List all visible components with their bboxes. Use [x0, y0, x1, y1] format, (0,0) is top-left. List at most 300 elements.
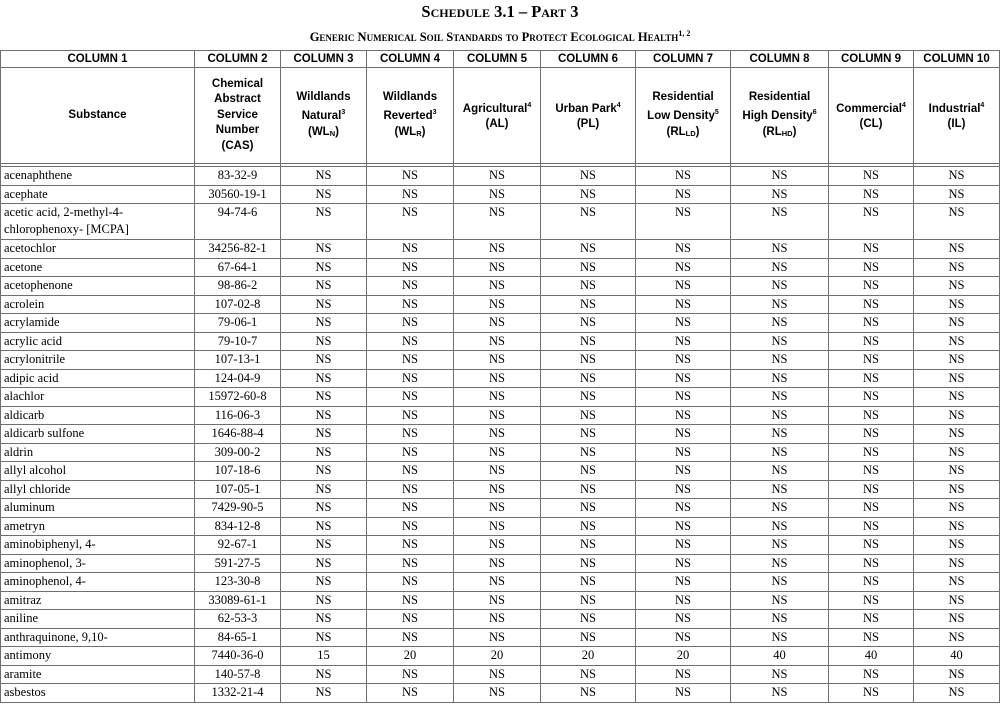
- cas-cell: 30560-19-1: [195, 185, 281, 204]
- standard-value-cell: NS: [281, 314, 367, 333]
- standard-value-cell: NS: [731, 591, 829, 610]
- cas-cell: 107-13-1: [195, 351, 281, 370]
- cas-cell: 124-04-9: [195, 369, 281, 388]
- standard-value-cell: NS: [454, 554, 541, 573]
- standard-value-cell: NS: [829, 314, 914, 333]
- cas-cell: 107-02-8: [195, 295, 281, 314]
- abbr-text: (IL): [947, 118, 966, 131]
- standard-value-cell: NS: [636, 443, 731, 462]
- standard-value-cell: NS: [367, 462, 454, 481]
- standard-value-cell: NS: [829, 499, 914, 518]
- standard-value-cell: NS: [914, 240, 1000, 259]
- abbr-close: ): [421, 125, 426, 138]
- substance-cell: acetophenone: [1, 277, 195, 296]
- standard-value-cell: NS: [541, 406, 636, 425]
- standard-value-cell: NS: [829, 610, 914, 629]
- substance-cell: aminophenol, 3-: [1, 554, 195, 573]
- cas-cell: 79-06-1: [195, 314, 281, 333]
- column-header-2: [195, 68, 281, 164]
- standard-value-cell: NS: [541, 628, 636, 647]
- cas-cell: 15972-60-8: [195, 388, 281, 407]
- standard-value-cell: NS: [829, 388, 914, 407]
- standard-value-cell: NS: [731, 425, 829, 444]
- abbr-text: (WL: [394, 125, 417, 138]
- standard-value-cell: NS: [454, 185, 541, 204]
- table-row: [1, 628, 1000, 647]
- column-number-2: COLUMN 2: [195, 51, 281, 68]
- table-row: [1, 684, 1000, 703]
- header-line: Low Density: [647, 110, 715, 123]
- cas-cell: 309-00-2: [195, 443, 281, 462]
- standard-value-cell: NS: [281, 591, 367, 610]
- standard-value-cell: NS: [636, 351, 731, 370]
- standard-value-cell: 40: [829, 647, 914, 666]
- standard-value-cell: NS: [914, 591, 1000, 610]
- standard-value-cell: NS: [281, 443, 367, 462]
- subtitle-footnote: 1, 2: [678, 29, 691, 38]
- standard-value-cell: NS: [914, 277, 1000, 296]
- header-abbreviation: [395, 126, 426, 138]
- standard-value-cell: NS: [367, 628, 454, 647]
- header-abbreviation: [486, 118, 509, 130]
- header-footnote: 3: [341, 109, 346, 117]
- cas-cell: 92-67-1: [195, 536, 281, 555]
- standard-value-cell: NS: [914, 480, 1000, 499]
- standard-value-cell: NS: [367, 295, 454, 314]
- standard-value-cell: NS: [914, 665, 1000, 684]
- column-header-5: [454, 68, 541, 164]
- standard-value-cell: NS: [829, 204, 914, 240]
- standard-value-cell: NS: [454, 536, 541, 555]
- standard-value-cell: NS: [541, 240, 636, 259]
- standard-value-cell: NS: [914, 536, 1000, 555]
- standard-value-cell: NS: [454, 295, 541, 314]
- document-title: Schedule 3.1 – Part 3: [421, 2, 579, 21]
- standard-value-cell: NS: [281, 277, 367, 296]
- standard-value-cell: NS: [731, 665, 829, 684]
- standard-value-cell: NS: [829, 684, 914, 703]
- substance-cell: allyl alcohol: [1, 462, 195, 481]
- standard-value-cell: NS: [454, 406, 541, 425]
- standard-value-cell: NS: [541, 277, 636, 296]
- standard-value-cell: NS: [367, 351, 454, 370]
- cas-cell: 123-30-8: [195, 573, 281, 592]
- standard-value-cell: NS: [829, 628, 914, 647]
- substance-cell: asbestos: [1, 684, 195, 703]
- standard-value-cell: NS: [541, 443, 636, 462]
- standard-value-cell: NS: [829, 517, 914, 536]
- standard-value-cell: NS: [541, 425, 636, 444]
- standard-value-cell: NS: [541, 610, 636, 629]
- column-header-4: [367, 68, 454, 164]
- table-row: [1, 443, 1000, 462]
- soil-standards-table: [0, 50, 1000, 703]
- standard-value-cell: NS: [636, 204, 731, 240]
- standard-value-cell: NS: [829, 332, 914, 351]
- standard-value-cell: NS: [731, 369, 829, 388]
- standard-value-cell: NS: [636, 185, 731, 204]
- standard-value-cell: NS: [454, 462, 541, 481]
- standard-value-cell: NS: [541, 204, 636, 240]
- standard-value-cell: NS: [367, 314, 454, 333]
- standard-value-cell: 20: [367, 647, 454, 666]
- header-line: Agricultural: [462, 102, 528, 115]
- standard-value-cell: NS: [829, 462, 914, 481]
- standard-value-cell: NS: [281, 536, 367, 555]
- abbr-text: (WL: [308, 125, 330, 138]
- table-row: [1, 591, 1000, 610]
- subtitle-text: Generic Numerical Soil Standards to Protect Ecological Health: [309, 30, 679, 45]
- column-header-7: [636, 68, 731, 164]
- standard-value-cell: NS: [367, 536, 454, 555]
- table-row: [1, 462, 1000, 481]
- standard-value-cell: NS: [367, 204, 454, 240]
- standard-value-cell: 20: [454, 647, 541, 666]
- column-number-6: COLUMN 6: [541, 51, 636, 68]
- standard-value-cell: NS: [636, 295, 731, 314]
- column-number-1: COLUMN 1: [1, 51, 195, 68]
- standard-value-cell: NS: [367, 240, 454, 259]
- standard-value-cell: NS: [636, 406, 731, 425]
- standard-value-cell: NS: [454, 204, 541, 240]
- standard-value-cell: NS: [281, 167, 367, 186]
- standard-value-cell: NS: [541, 167, 636, 186]
- standard-value-cell: NS: [636, 425, 731, 444]
- standard-value-cell: NS: [731, 332, 829, 351]
- substance-cell: aldrin: [1, 443, 195, 462]
- header-line: Residential: [748, 90, 811, 103]
- substance-cell: aramite: [1, 665, 195, 684]
- table-row: [1, 369, 1000, 388]
- substance-cell: aniline: [1, 610, 195, 629]
- column-header-6: [541, 68, 636, 164]
- standard-value-cell: NS: [829, 185, 914, 204]
- column-number-10: COLUMN 10: [914, 51, 1000, 68]
- substance-cell: adipic acid: [1, 369, 195, 388]
- standard-value-cell: 20: [636, 647, 731, 666]
- header-line: Reverted: [383, 110, 433, 123]
- standard-value-cell: NS: [281, 665, 367, 684]
- header-footnote: 4: [980, 102, 985, 110]
- standard-value-cell: NS: [914, 462, 1000, 481]
- table-row: [1, 332, 1000, 351]
- header-line: Abstract: [214, 93, 261, 106]
- table-row: [1, 573, 1000, 592]
- header-footnote: 4: [901, 102, 906, 110]
- standard-value-cell: NS: [541, 388, 636, 407]
- standard-value-cell: NS: [367, 665, 454, 684]
- standard-value-cell: NS: [636, 591, 731, 610]
- table-row: [1, 499, 1000, 518]
- table-body: [1, 167, 1000, 703]
- standard-value-cell: NS: [454, 240, 541, 259]
- standard-value-cell: NS: [731, 573, 829, 592]
- standard-value-cell: NS: [541, 684, 636, 703]
- standard-value-cell: NS: [367, 425, 454, 444]
- header-line: Substance: [68, 108, 127, 121]
- standard-value-cell: NS: [829, 167, 914, 186]
- standard-value-cell: NS: [914, 628, 1000, 647]
- standard-value-cell: NS: [914, 314, 1000, 333]
- standard-value-cell: NS: [829, 295, 914, 314]
- header-footnote: 4: [616, 102, 621, 110]
- table-row: [1, 536, 1000, 555]
- cas-cell: 591-27-5: [195, 554, 281, 573]
- cas-cell: 116-06-3: [195, 406, 281, 425]
- substance-cell: allyl chloride: [1, 480, 195, 499]
- table-row: [1, 610, 1000, 629]
- standard-value-cell: NS: [454, 628, 541, 647]
- cas-cell: 79-10-7: [195, 332, 281, 351]
- substance-cell: acetochlor: [1, 240, 195, 259]
- standard-value-cell: NS: [541, 462, 636, 481]
- cas-cell: 84-65-1: [195, 628, 281, 647]
- standard-value-cell: NS: [454, 167, 541, 186]
- standard-value-cell: 40: [731, 647, 829, 666]
- standard-value-cell: NS: [731, 295, 829, 314]
- standard-value-cell: NS: [541, 591, 636, 610]
- header-abbreviation: [948, 118, 966, 130]
- standard-value-cell: NS: [454, 610, 541, 629]
- standard-value-cell: NS: [731, 167, 829, 186]
- table-row: [1, 204, 1000, 240]
- substance-cell: aldicarb: [1, 406, 195, 425]
- standard-value-cell: NS: [636, 277, 731, 296]
- standard-value-cell: NS: [541, 480, 636, 499]
- standard-value-cell: NS: [367, 554, 454, 573]
- standard-value-cell: 40: [914, 647, 1000, 666]
- standard-value-cell: NS: [454, 277, 541, 296]
- standard-value-cell: NS: [281, 388, 367, 407]
- standard-value-cell: NS: [281, 628, 367, 647]
- abbr-text: (RL: [762, 125, 782, 138]
- standard-value-cell: NS: [281, 610, 367, 629]
- standard-value-cell: NS: [829, 591, 914, 610]
- standard-value-cell: NS: [281, 295, 367, 314]
- cas-cell: 1646-88-4: [195, 425, 281, 444]
- header-abbreviation: [577, 118, 599, 130]
- standard-value-cell: NS: [541, 185, 636, 204]
- table-row: [1, 314, 1000, 333]
- standard-value-cell: NS: [829, 258, 914, 277]
- substance-cell: antimony: [1, 647, 195, 666]
- standard-value-cell: 15: [281, 647, 367, 666]
- standard-value-cell: NS: [367, 167, 454, 186]
- header-line: Commercial: [836, 102, 902, 115]
- standard-value-cell: NS: [454, 332, 541, 351]
- substance-cell: amitraz: [1, 591, 195, 610]
- column-header-3: [281, 68, 367, 164]
- standard-value-cell: NS: [541, 369, 636, 388]
- standard-value-cell: NS: [367, 573, 454, 592]
- substance-cell: acenaphthene: [1, 167, 195, 186]
- substance-cell: alachlor: [1, 388, 195, 407]
- standard-value-cell: NS: [454, 665, 541, 684]
- standard-value-cell: NS: [731, 185, 829, 204]
- column-header-8: [731, 68, 829, 164]
- standard-value-cell: NS: [829, 425, 914, 444]
- standard-value-cell: NS: [281, 240, 367, 259]
- standard-value-cell: NS: [281, 499, 367, 518]
- standard-value-cell: NS: [636, 369, 731, 388]
- standard-value-cell: NS: [541, 332, 636, 351]
- standard-value-cell: NS: [914, 258, 1000, 277]
- standard-value-cell: NS: [731, 204, 829, 240]
- cas-cell: 1332-21-4: [195, 684, 281, 703]
- standard-value-cell: NS: [367, 591, 454, 610]
- column-header-1: [1, 68, 195, 164]
- standard-value-cell: NS: [829, 240, 914, 259]
- table-row: [1, 258, 1000, 277]
- header-abbreviation: [666, 126, 699, 138]
- abbr-close: ): [695, 125, 700, 138]
- cas-cell: 834-12-8: [195, 517, 281, 536]
- column-number-row: [1, 51, 1000, 68]
- standard-value-cell: NS: [454, 480, 541, 499]
- standard-value-cell: NS: [636, 499, 731, 518]
- standard-value-cell: NS: [281, 204, 367, 240]
- standard-value-cell: NS: [281, 554, 367, 573]
- table-row: [1, 167, 1000, 186]
- standard-value-cell: NS: [454, 517, 541, 536]
- standard-value-cell: NS: [731, 443, 829, 462]
- column-number-4: COLUMN 4: [367, 51, 454, 68]
- cas-cell: 140-57-8: [195, 665, 281, 684]
- standard-value-cell: NS: [636, 628, 731, 647]
- header-abbreviation: [860, 118, 883, 130]
- standard-value-cell: NS: [731, 388, 829, 407]
- abbr-text: (RL: [666, 125, 686, 138]
- standard-value-cell: NS: [367, 406, 454, 425]
- document-subtitle: [0, 23, 1000, 50]
- standard-value-cell: NS: [731, 351, 829, 370]
- substance-cell: acrolein: [1, 295, 195, 314]
- standard-value-cell: NS: [636, 388, 731, 407]
- substance-cell: aldicarb sulfone: [1, 425, 195, 444]
- standard-value-cell: NS: [731, 517, 829, 536]
- standard-value-cell: NS: [541, 351, 636, 370]
- standard-value-cell: NS: [914, 499, 1000, 518]
- header-line: Industrial: [928, 102, 981, 115]
- cas-cell: 107-05-1: [195, 480, 281, 499]
- standard-value-cell: NS: [454, 591, 541, 610]
- table-row: [1, 351, 1000, 370]
- column-number-3: COLUMN 3: [281, 51, 367, 68]
- standard-value-cell: NS: [454, 351, 541, 370]
- standard-value-cell: NS: [367, 610, 454, 629]
- standard-value-cell: NS: [731, 462, 829, 481]
- standard-value-cell: NS: [454, 369, 541, 388]
- header-line: High Density: [742, 110, 813, 123]
- standard-value-cell: NS: [281, 406, 367, 425]
- standard-value-cell: NS: [367, 517, 454, 536]
- column-number-8: COLUMN 8: [731, 51, 829, 68]
- header-line: Natural: [301, 110, 342, 123]
- abbr-text: (CL): [859, 118, 883, 131]
- header-abbreviation: [763, 126, 797, 138]
- substance-cell: acetone: [1, 258, 195, 277]
- abbr-close: ): [335, 125, 339, 138]
- standard-value-cell: NS: [914, 332, 1000, 351]
- standard-value-cell: NS: [367, 369, 454, 388]
- header-line: Number: [215, 124, 260, 137]
- substance-cell: aluminum: [1, 499, 195, 518]
- standard-value-cell: NS: [829, 480, 914, 499]
- table-row: [1, 665, 1000, 684]
- abbr-subscript: R: [416, 128, 422, 138]
- standard-value-cell: NS: [731, 258, 829, 277]
- standard-value-cell: NS: [636, 573, 731, 592]
- standard-value-cell: NS: [636, 240, 731, 259]
- standard-value-cell: NS: [636, 314, 731, 333]
- cas-cell: 62-53-3: [195, 610, 281, 629]
- standard-value-cell: NS: [367, 185, 454, 204]
- substance-cell: acrylamide: [1, 314, 195, 333]
- standard-value-cell: NS: [454, 425, 541, 444]
- column-number-9: COLUMN 9: [829, 51, 914, 68]
- cas-cell: 7429-90-5: [195, 499, 281, 518]
- standard-value-cell: NS: [281, 258, 367, 277]
- standard-value-cell: NS: [829, 406, 914, 425]
- substance-cell: ametryn: [1, 517, 195, 536]
- standard-value-cell: NS: [731, 554, 829, 573]
- standard-value-cell: NS: [454, 443, 541, 462]
- standard-value-cell: NS: [367, 332, 454, 351]
- cas-cell: 33089-61-1: [195, 591, 281, 610]
- header-footnote: 6: [812, 109, 817, 117]
- abbr-subscript: HD: [781, 128, 793, 138]
- standard-value-cell: NS: [367, 258, 454, 277]
- table-row: [1, 517, 1000, 536]
- cas-cell: 94-74-6: [195, 204, 281, 240]
- standard-value-cell: NS: [541, 536, 636, 555]
- substance-cell: acephate: [1, 185, 195, 204]
- standard-value-cell: NS: [281, 684, 367, 703]
- standard-value-cell: NS: [281, 351, 367, 370]
- table-row: [1, 295, 1000, 314]
- header-footnote: 3: [432, 109, 437, 117]
- substance-cell: aminophenol, 4-: [1, 573, 195, 592]
- standard-value-cell: NS: [281, 185, 367, 204]
- standard-value-cell: NS: [636, 462, 731, 481]
- standard-value-cell: NS: [367, 388, 454, 407]
- standard-value-cell: NS: [731, 240, 829, 259]
- standard-value-cell: NS: [541, 258, 636, 277]
- standard-value-cell: NS: [914, 610, 1000, 629]
- standard-value-cell: NS: [281, 517, 367, 536]
- standard-value-cell: NS: [731, 480, 829, 499]
- standard-value-cell: NS: [541, 665, 636, 684]
- table-row: [1, 240, 1000, 259]
- table-row: [1, 647, 1000, 666]
- standard-value-cell: NS: [636, 480, 731, 499]
- standard-value-cell: NS: [454, 314, 541, 333]
- standard-value-cell: NS: [731, 536, 829, 555]
- standard-value-cell: NS: [731, 499, 829, 518]
- standard-value-cell: NS: [636, 665, 731, 684]
- standard-value-cell: NS: [829, 277, 914, 296]
- header-footnote: 4: [527, 102, 532, 110]
- standard-value-cell: NS: [367, 277, 454, 296]
- standard-value-cell: NS: [636, 536, 731, 555]
- standard-value-cell: NS: [914, 388, 1000, 407]
- standard-value-cell: NS: [541, 517, 636, 536]
- substance-cell: acrylic acid: [1, 332, 195, 351]
- table-row: [1, 388, 1000, 407]
- substance-cell: acrylonitrile: [1, 351, 195, 370]
- standard-value-cell: NS: [454, 258, 541, 277]
- standard-value-cell: NS: [541, 314, 636, 333]
